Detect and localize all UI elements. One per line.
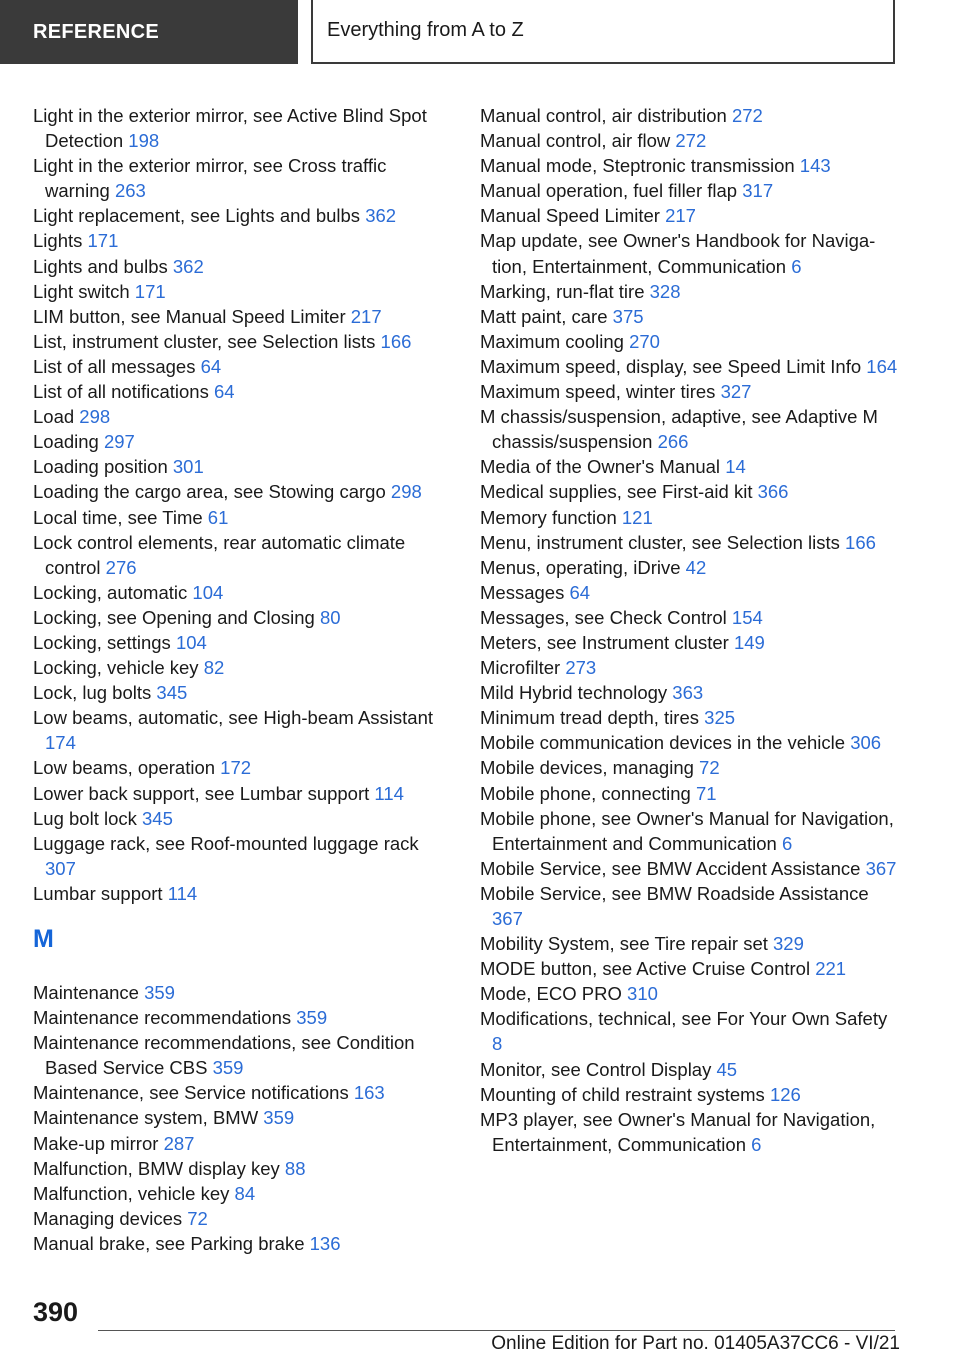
entry-term: Meters, see Instrument cluster — [480, 631, 729, 653]
page-reference-link[interactable]: 362 — [365, 205, 397, 227]
index-entry — [480, 1107, 900, 1157]
page-reference-link[interactable]: 359 — [263, 1107, 295, 1129]
entry-term: Matt paint, care — [480, 305, 608, 327]
footer-divider — [98, 1330, 895, 1331]
page-reference-link[interactable]: 154 — [731, 606, 763, 628]
page-reference-link[interactable]: 366 — [757, 481, 789, 503]
page-reference-link[interactable]: 80 — [319, 606, 341, 628]
index-entry — [480, 454, 900, 479]
entry-term: Low beams, automatic, see High-beam Assistant — [33, 707, 433, 729]
page-reference-link[interactable]: 71 — [696, 782, 717, 804]
entry-term: Lug bolt lock — [33, 807, 137, 829]
page-reference-link[interactable]: 327 — [720, 381, 752, 403]
index-entry — [480, 354, 900, 379]
page-reference-link[interactable]: 273 — [565, 657, 597, 679]
index-entry — [33, 479, 453, 504]
page-reference-link[interactable]: 72 — [187, 1207, 208, 1229]
index-entry — [480, 279, 900, 304]
page-reference-link[interactable]: 363 — [672, 682, 704, 704]
page-reference-link[interactable]: 263 — [114, 180, 146, 202]
page-reference-link[interactable]: 45 — [716, 1058, 738, 1080]
entry-term: Managing devices — [33, 1207, 183, 1229]
index-entry — [33, 755, 453, 780]
page-reference-link[interactable]: 114 — [374, 782, 404, 804]
index-entry — [480, 605, 900, 630]
entry-term: Mobile Service, see BMW Roadside Assistance — [480, 882, 869, 904]
page-reference-link[interactable]: 272 — [675, 130, 707, 152]
page-reference-link[interactable]: 166 — [380, 330, 412, 352]
index-entry — [480, 956, 900, 981]
section-letter: M — [33, 925, 54, 953]
index-entry — [33, 1080, 453, 1105]
page-header — [0, 0, 960, 66]
entry-term: Menu, instrument cluster, see Selection lists — [480, 531, 840, 553]
page-reference-link[interactable]: 359 — [296, 1007, 328, 1029]
index-column-right — [480, 103, 900, 1157]
page-reference-link[interactable]: 345 — [156, 682, 188, 704]
page-reference-link[interactable]: 217 — [665, 205, 696, 227]
entry-term: Manual brake, see Parking brake — [33, 1232, 305, 1254]
index-entry — [33, 404, 453, 429]
entry-term: Mobile phone, connecting — [480, 782, 691, 804]
entry-term: Mild Hybrid technology — [480, 682, 668, 704]
page-reference-link[interactable]: 82 — [203, 657, 225, 679]
page-reference-link[interactable]: 84 — [234, 1182, 256, 1204]
index-entry — [480, 755, 900, 780]
entry-term: Maintenance, see Service notifications — [33, 1082, 349, 1104]
page-reference-link[interactable]: 266 — [657, 431, 689, 453]
index-entry — [33, 881, 453, 906]
page-reference-link[interactable]: 149 — [733, 631, 765, 653]
index-column-left — [33, 103, 453, 1256]
entry-term: List, instrument cluster, see Selection lists — [33, 330, 376, 352]
index-entry — [480, 856, 900, 881]
index-entry — [480, 881, 900, 931]
index-entry — [33, 379, 453, 404]
index-entry — [480, 203, 900, 228]
index-entry — [33, 605, 453, 630]
index-entry — [480, 379, 900, 404]
page-reference-link[interactable]: 126 — [769, 1083, 801, 1105]
entry-term: Loading position — [33, 456, 168, 478]
entry-term: Manual control, air distribution — [480, 105, 727, 126]
entry-term: Maintenance recommendations — [33, 1007, 292, 1029]
entry-term: Lights and bulbs — [33, 255, 168, 277]
page-reference-link[interactable]: 104 — [175, 631, 207, 653]
entry-term: Map update, see Owner's Handbook for Navigation, Entertainment, Communication — [480, 230, 876, 277]
index-entry — [33, 354, 453, 379]
index-entry — [480, 730, 900, 755]
index-entry — [480, 630, 900, 655]
page-reference-link[interactable]: 8 — [492, 1033, 503, 1055]
page-reference-link[interactable]: 14 — [725, 456, 746, 478]
entry-term: Maximum speed, display, see Speed Limit Info — [480, 355, 862, 377]
index-group-m — [33, 980, 453, 1256]
page-reference-link[interactable]: 221 — [815, 958, 847, 980]
index-entry — [33, 505, 453, 530]
edition-footer: Online Edition for Part no. 01405A37CC6 - VI/21 — [491, 1333, 900, 1354]
entry-term: Lock, lug bolts — [33, 682, 152, 704]
page-reference-link[interactable]: 272 — [731, 105, 763, 126]
entry-term: Luggage rack, see Roof-mounted luggage rack — [33, 832, 419, 854]
entry-term: Lower back support, see Lumbar support — [33, 782, 370, 804]
page-reference-link[interactable]: 163 — [353, 1082, 385, 1104]
index-entry — [33, 831, 453, 881]
entry-term: Low beams, operation — [33, 757, 216, 779]
index-entry — [480, 228, 900, 278]
entry-term: Maximum cooling — [480, 330, 624, 352]
index-entry — [33, 781, 453, 806]
page-reference-link[interactable]: 6 — [791, 255, 802, 277]
page-reference-link[interactable]: 61 — [207, 506, 229, 528]
index-entry — [33, 254, 453, 279]
entry-term: Mobile Service, see BMW Accident Assistance — [480, 857, 861, 879]
index-entry — [33, 279, 453, 304]
index-entry — [480, 680, 900, 705]
entry-term: Minimum tread depth, tires — [480, 707, 700, 729]
index-entry — [33, 1181, 453, 1206]
index-entry — [480, 781, 900, 806]
entry-term: Mobile devices, managing — [480, 757, 694, 779]
entry-term: Medical supplies, see First-aid kit — [480, 481, 753, 503]
entry-term: MODE button, see Active Cruise Control — [480, 958, 811, 980]
index-entry — [480, 178, 900, 203]
index-entry — [480, 981, 900, 1006]
page-reference-link[interactable]: 367 — [492, 908, 523, 929]
entry-term: Messages — [480, 581, 565, 603]
index-entry — [33, 630, 453, 655]
page-reference-link[interactable]: 88 — [284, 1157, 306, 1179]
page-reference-link[interactable]: 166 — [845, 531, 876, 553]
index-entry — [33, 806, 453, 831]
entry-term: Mounting of child restraint systems — [480, 1083, 765, 1105]
page-reference-link[interactable]: 217 — [350, 305, 382, 327]
entry-term: Monitor, see Control Display — [480, 1058, 712, 1080]
index-entry — [480, 806, 900, 856]
entry-term: Lumbar support — [33, 882, 163, 904]
index-entry — [33, 1131, 453, 1156]
page-reference-link[interactable]: 143 — [799, 155, 831, 177]
page-reference-link[interactable]: 375 — [612, 305, 644, 327]
page-reference-link[interactable]: 307 — [45, 857, 76, 879]
index-entry — [480, 655, 900, 680]
index-entry — [480, 304, 900, 329]
entry-term: Locking, see Opening and Closing — [33, 606, 315, 628]
entry-term: Modifications, technical, see For Your Own Safety — [480, 1008, 888, 1030]
index-entry — [33, 103, 453, 153]
page-reference-link[interactable]: 328 — [649, 280, 681, 302]
page-reference-link[interactable]: 174 — [45, 732, 76, 754]
page-reference-link[interactable]: 64 — [200, 355, 222, 377]
entry-term: Locking, automatic — [33, 581, 188, 603]
entry-term: MP3 player, see Owner's Manual for Navigation, Entertainment, Communication — [480, 1108, 876, 1155]
index-entry — [33, 429, 453, 454]
entry-term: Microfilter — [480, 657, 561, 679]
index-entry — [33, 1156, 453, 1181]
entry-term: Mobile phone, see Owner's Manual for Navigation, Entertainment and Communication — [480, 807, 894, 854]
index-entry — [33, 1105, 453, 1130]
index-entry — [480, 479, 900, 504]
entry-term: Light switch — [33, 280, 130, 302]
page-reference-link[interactable]: 310 — [627, 983, 658, 1005]
index-entry — [33, 153, 453, 203]
entry-term: Memory function — [480, 506, 617, 528]
entry-term: Lights — [33, 230, 83, 252]
entry-term: Loading the cargo area, see Stowing cargo — [33, 481, 386, 503]
entry-term: Loading — [33, 431, 99, 453]
index-entry — [33, 454, 453, 479]
page-reference-link[interactable]: 345 — [142, 807, 173, 829]
entry-term: Maintenance system, BMW — [33, 1107, 259, 1129]
entry-term: Locking, vehicle key — [33, 657, 199, 679]
index-entry — [33, 228, 453, 253]
page-reference-link[interactable]: 359 — [212, 1057, 244, 1079]
page-reference-link[interactable]: 298 — [390, 481, 422, 503]
index-entry — [33, 680, 453, 705]
index-entry — [480, 505, 900, 530]
entry-term: M chassis/suspension, adaptive, see Adaptive M chassis/suspension — [480, 406, 878, 453]
page-reference-link[interactable]: 359 — [144, 982, 175, 1003]
page-reference-link[interactable]: 325 — [704, 707, 736, 729]
section-tab: REFERENCE — [0, 0, 298, 64]
page-reference-link[interactable]: 64 — [569, 581, 591, 603]
index-entry — [480, 329, 900, 354]
entry-term: Mode, ECO PRO — [480, 983, 622, 1005]
page-reference-link[interactable]: 276 — [105, 556, 137, 578]
entry-term: Menus, operating, iDrive — [480, 556, 681, 578]
index-entry — [480, 103, 900, 128]
entry-term: Manual control, air flow — [480, 130, 671, 152]
entry-term: List of all notifications — [33, 381, 209, 403]
page-reference-link[interactable]: 6 — [751, 1133, 762, 1155]
page-reference-link[interactable]: 297 — [103, 431, 135, 453]
entry-term: Manual Speed Limiter — [480, 205, 660, 227]
index-entry — [33, 655, 453, 680]
entry-term: Manual mode, Steptronic transmission — [480, 155, 795, 177]
page-reference-link[interactable]: 114 — [167, 882, 198, 904]
entry-term: Mobile communication devices in the vehicle — [480, 732, 846, 754]
page-reference-link[interactable]: 72 — [699, 757, 720, 779]
entry-term: Media of the Owner's Manual — [480, 456, 721, 478]
entry-term: Maintenance — [33, 982, 139, 1003]
entry-term: Maintenance recommendations, see Condition Based Service CBS — [33, 1032, 415, 1079]
entry-term: Malfunction, vehicle key — [33, 1182, 230, 1204]
index-entry — [33, 1206, 453, 1231]
page-reference-link[interactable]: 171 — [134, 280, 166, 302]
page-reference-link[interactable]: 362 — [172, 255, 204, 277]
index-entry — [33, 203, 453, 228]
index-entry — [33, 1005, 453, 1030]
index-group-l — [33, 103, 453, 906]
index-entry — [33, 1030, 453, 1080]
page-reference-link[interactable]: 121 — [621, 506, 653, 528]
entry-term: Lock control elements, rear automatic climate control — [33, 531, 406, 578]
page-reference-link[interactable]: 136 — [309, 1232, 341, 1254]
index-entry — [480, 1006, 900, 1056]
entry-term: Local time, see Time — [33, 506, 203, 528]
entry-term: Maximum speed, winter tires — [480, 381, 716, 403]
page-reference-link[interactable]: 172 — [220, 757, 252, 779]
index-entry — [33, 580, 453, 605]
page-reference-link[interactable]: 287 — [163, 1132, 195, 1154]
entry-term: Manual operation, fuel filler flap — [480, 180, 738, 202]
page-reference-link[interactable]: 42 — [685, 556, 707, 578]
page-reference-link[interactable]: 171 — [87, 230, 119, 252]
entry-term: Light replacement, see Lights and bulbs — [33, 205, 361, 227]
section-title: Everything from A to Z — [311, 0, 895, 64]
page-reference-link[interactable]: 301 — [172, 456, 204, 478]
index-entry — [480, 404, 900, 454]
entry-term: Light in the exterior mirror, see Cross traffic warning — [33, 155, 387, 202]
index-entry — [33, 705, 453, 755]
entry-term: Make-up mirror — [33, 1132, 159, 1154]
page-reference-link[interactable]: 317 — [742, 180, 774, 202]
page-reference-link[interactable]: 6 — [782, 832, 793, 854]
page-reference-link[interactable]: 270 — [629, 330, 660, 352]
entry-term: LIM button, see Manual Speed Limiter — [33, 305, 346, 327]
index-entry — [480, 1082, 900, 1107]
entry-term: Load — [33, 406, 75, 428]
index-entry — [33, 1231, 453, 1256]
page-reference-link[interactable]: 104 — [192, 581, 224, 603]
index-entry — [33, 329, 453, 354]
page-reference-link[interactable]: 306 — [850, 732, 882, 754]
entry-term: Malfunction, BMW display key — [33, 1157, 280, 1179]
index-entry — [33, 304, 453, 329]
entry-term: Light in the exterior mirror, see Active Blind Spot Detection — [33, 105, 427, 152]
entry-term: Messages, see Check Control — [480, 606, 727, 628]
page-reference-link[interactable]: 298 — [79, 406, 111, 428]
page-reference-link[interactable]: 367 — [865, 857, 897, 879]
index-entry — [33, 530, 453, 580]
index-entry — [480, 1057, 900, 1082]
page-reference-link[interactable]: 198 — [128, 130, 160, 152]
entry-term: Locking, settings — [33, 631, 171, 653]
page-number: 390 — [33, 1297, 79, 1327]
page-reference-link[interactable]: 64 — [213, 381, 235, 403]
page-reference-link[interactable]: 164 — [866, 355, 898, 377]
index-entry — [480, 128, 900, 153]
index-entry — [480, 580, 900, 605]
index-entry — [480, 931, 900, 956]
index-entry — [480, 555, 900, 580]
entry-term: Mobility System, see Tire repair set — [480, 933, 768, 955]
entry-term: Marking, run-flat tire — [480, 280, 645, 302]
entry-term: List of all messages — [33, 355, 196, 377]
page-reference-link[interactable]: 329 — [773, 933, 804, 955]
index-group-m-continued — [480, 103, 900, 1157]
index-entry — [480, 530, 900, 555]
index-entry — [480, 153, 900, 178]
index-entry — [480, 705, 900, 730]
index-entry — [33, 980, 453, 1005]
